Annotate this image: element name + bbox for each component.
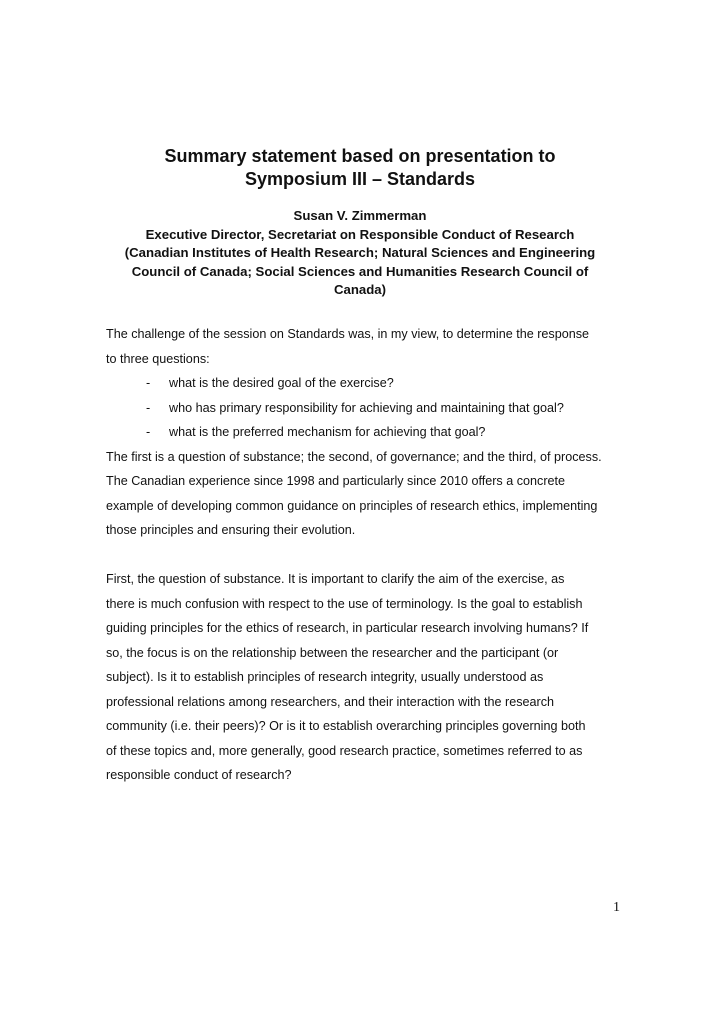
bullet-text: what is the desired goal of the exercise? [169,376,394,390]
affiliation-line: Executive Director, Secretariat on Responsible Conduct of Research [145,226,575,242]
bullet-item [106,371,626,396]
bullet-text: who has primary responsibility for achieving and maintaining that goal? [169,400,564,415]
affiliation-line: (Canadian Institutes of Health Research; Natural Sciences and Engineering [124,245,596,260]
title-line: Summary statement based on presentation to [164,146,556,166]
affiliation-line: Canada) [333,282,387,297]
author-block [0,207,720,300]
substance-paragraph [106,567,626,788]
title-line: Symposium III – Standards [244,169,476,189]
bullet-item [106,396,626,421]
text-line: guiding principles for the ethics of research, in particular research involving humans? If [106,621,589,635]
text-line: responsible conduct of research? [106,768,292,782]
bullet-dash: - [146,376,151,390]
text-line: First, the question of substance. It is important to clarify the aim of the exercise, as [106,572,565,586]
bullet-text: what is the preferred mechanism for achieving that goal? [169,425,486,439]
text-line: The challenge of the session on Standards was, in my view, to determine the response [106,327,590,341]
text-line: The first is a question of substance; the second, of governance; and the third, of process. [106,449,602,464]
text-line: of these topics and, more generally, good research practice, sometimes referred to as [106,743,583,758]
text-line: so, the focus is on the relationship between the researcher and the participant (or [106,645,559,660]
text-line: those principles and ensuring their evolution. [106,523,356,537]
document-title [0,145,720,191]
text-line: example of developing common guidance on principles of research ethics, implementing [106,498,598,513]
text-line: community (i.e. their peers)? Or is it to establish overarching principles governing both [106,719,586,733]
text-line: subject). Is it to establish principles of research integrity, usually understood as [106,670,544,684]
page-number: 1 [613,900,620,915]
text-line: there is much confusion with respect to the use of terminology. Is the goal to establish [106,596,583,611]
intro-paragraph [106,322,626,543]
text-line: The Canadian experience since 1998 and particularly since 2010 offers a concrete [106,474,566,488]
bullet-dash: - [146,400,151,415]
bullet-dash: - [146,425,151,439]
bullet-item [106,420,626,445]
text-line: to three questions: [106,351,210,366]
text-line: professional relations among researchers, and their interaction with the research [106,694,555,709]
affiliation-line: Council of Canada; Social Sciences and Humanities Research Council of [131,263,589,279]
author-name: Susan V. Zimmerman [293,208,427,223]
